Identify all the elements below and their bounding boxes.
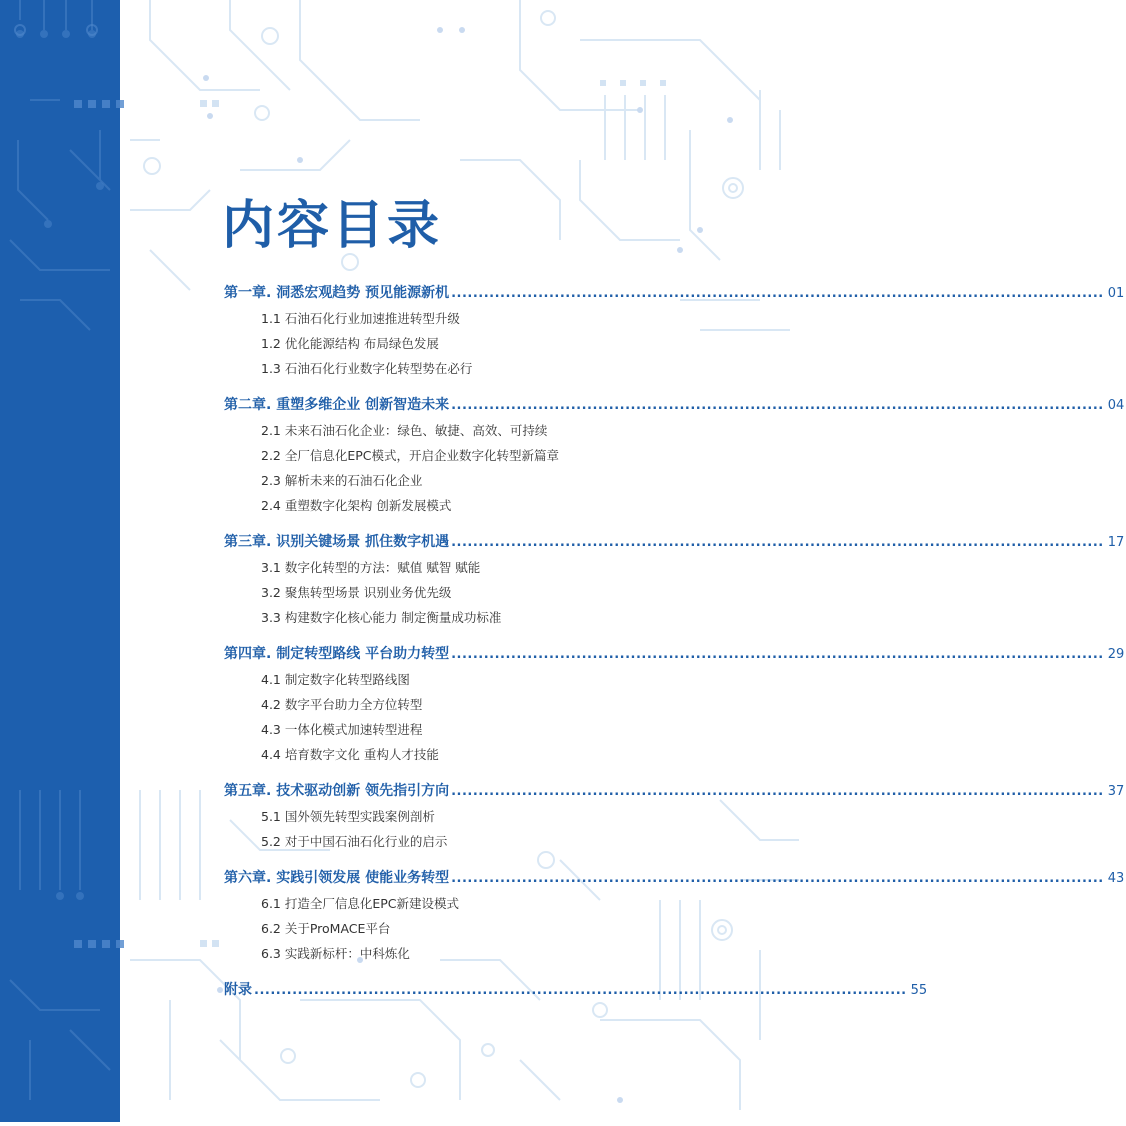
toc-dot-leader: ........................................................................................................................ [451, 535, 1104, 550]
toc-chapter-group [224, 643, 1125, 767]
toc-section-entry[interactable]: 3.3 构建数字化核心能力 制定衡量成功标准 [261, 610, 502, 625]
toc-section-entry[interactable]: 3.1 数字化转型的方法：赋值 赋智 赋能 [261, 560, 481, 575]
toc-section-entry[interactable]: 2.1 未来石油石化企业：绿色、敏捷、高效、可持续 [261, 423, 548, 438]
toc-dot-leader: ........................................................................................................................ [254, 983, 907, 998]
toc-chapter-entry[interactable] [224, 394, 1125, 418]
table-of-contents [224, 282, 1125, 1016]
toc-page-number: 01 [1107, 286, 1125, 301]
toc-section-entry[interactable]: 6.3 实践新标杆：中科炼化 [261, 946, 410, 961]
toc-page-number: 43 [1107, 871, 1125, 886]
toc-section-entry[interactable]: 1.3 石油石化行业数字化转型势在必行 [261, 361, 473, 376]
toc-section-entry[interactable]: 2.2 全厂信息化EPC模式，开启企业数字化转型新篇章 [261, 448, 560, 463]
toc-chapter-title: 第二章. 重塑多维企业 创新智造未来 [224, 397, 450, 413]
toc-page-number: 37 [1107, 784, 1125, 799]
toc-section-entry[interactable]: 2.4 重塑数字化架构 创新发展模式 [261, 498, 452, 513]
toc-chapter-entry[interactable] [224, 979, 928, 1003]
toc-dot-leader: ........................................................................................................................ [451, 286, 1104, 301]
toc-dot-leader: ........................................................................................................................ [451, 871, 1104, 886]
toc-page-number: 17 [1107, 535, 1125, 550]
page-title: 内容目录 [222, 196, 443, 256]
left-decorative-band [0, 0, 120, 1122]
toc-chapter-title: 第六章. 实践引领发展 使能业务转型 [224, 870, 450, 886]
toc-chapter-title: 第一章. 洞悉宏观趋势 预见能源新机 [224, 285, 450, 301]
toc-chapter-group [224, 394, 1125, 518]
toc-chapter-entry[interactable] [224, 531, 1125, 555]
toc-chapter-title: 附录 [224, 982, 252, 998]
toc-dot-leader: ........................................................................................................................ [451, 784, 1104, 799]
toc-chapter-group [224, 780, 1125, 854]
toc-section-entry[interactable]: 2.3 解析未来的石油石化企业 [261, 473, 423, 488]
toc-section-entry[interactable]: 5.2 对于中国石油石化行业的启示 [261, 834, 448, 849]
toc-chapter-entry[interactable] [224, 867, 1125, 891]
toc-dot-leader: ........................................................................................................................ [451, 647, 1104, 662]
toc-section-entry[interactable]: 1.2 优化能源结构 布局绿色发展 [261, 336, 439, 351]
toc-chapter-group [224, 282, 1125, 381]
toc-chapter-group [224, 531, 1125, 630]
toc-section-entry[interactable]: 4.1 制定数字化转型路线图 [261, 672, 410, 687]
toc-chapter-group [224, 979, 928, 1003]
toc-section-entry[interactable]: 6.1 打造全厂信息化EPC新建设模式 [261, 896, 460, 911]
toc-chapter-title: 第五章. 技术驱动创新 领先指引方向 [224, 783, 450, 799]
toc-section-entry[interactable]: 4.3 一体化模式加速转型进程 [261, 722, 423, 737]
toc-section-entry[interactable]: 1.1 石油石化行业加速推进转型升级 [261, 311, 460, 326]
toc-section-entry[interactable]: 3.2 聚焦转型场景 识别业务优先级 [261, 585, 452, 600]
toc-chapter-title: 第四章. 制定转型路线 平台助力转型 [224, 646, 450, 662]
toc-page-number: 55 [910, 983, 928, 998]
toc-section-entry[interactable]: 5.1 国外领先转型实践案例剖析 [261, 809, 435, 824]
toc-chapter-entry[interactable] [224, 780, 1125, 804]
toc-section-entry[interactable]: 6.2 关于ProMACE平台 [261, 921, 391, 936]
toc-chapter-title: 第三章. 识别关键场景 抓住数字机遇 [224, 534, 450, 550]
toc-dot-leader: ........................................................................................................................ [451, 398, 1104, 413]
toc-section-entry[interactable]: 4.2 数字平台助力全方位转型 [261, 697, 423, 712]
toc-section-entry[interactable]: 4.4 培育数字文化 重构人才技能 [261, 747, 439, 762]
toc-page-number: 04 [1107, 398, 1125, 413]
toc-chapter-group [224, 867, 1125, 966]
toc-chapter-entry[interactable] [224, 282, 1125, 306]
toc-page-number: 29 [1107, 647, 1125, 662]
band-circuit-pattern [0, 0, 120, 1122]
toc-chapter-entry[interactable] [224, 643, 1125, 667]
